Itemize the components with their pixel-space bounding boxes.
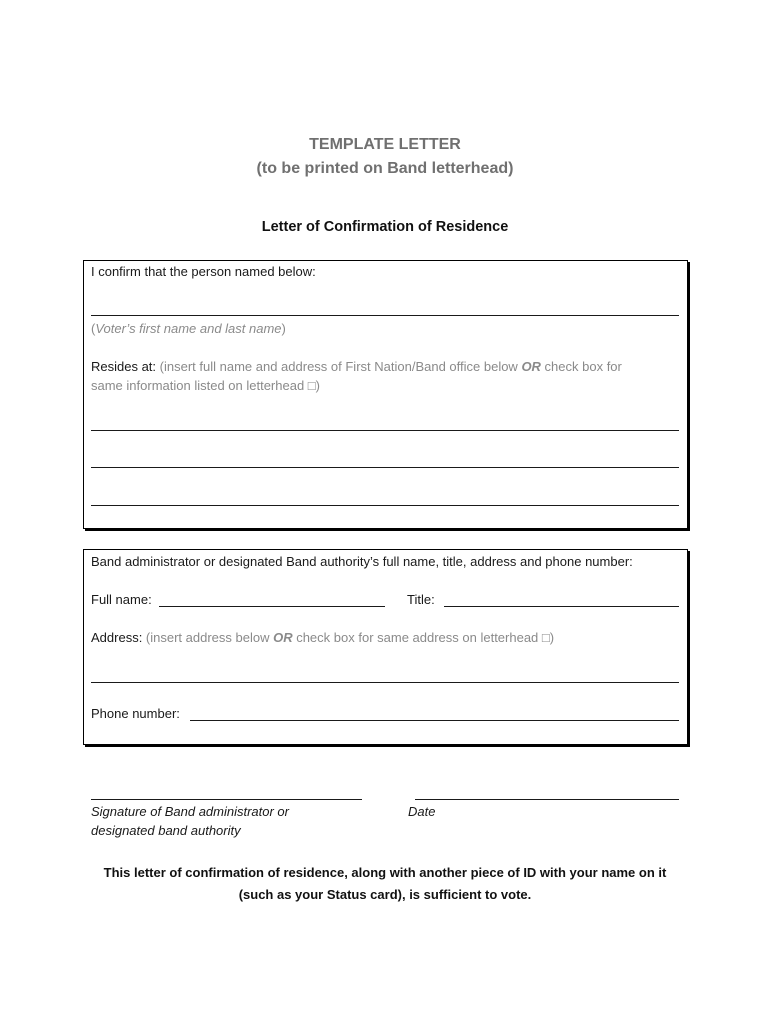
signature-line[interactable] xyxy=(91,799,362,800)
resides-at-row: Resides at: (insert full name and address of First Nation/Band office below OR check box for xyxy=(91,359,622,374)
address-label: Address: xyxy=(91,630,143,645)
document-title xyxy=(0,133,770,181)
address-row: Address: (insert address below OR check box for same address on letterhead □) xyxy=(91,630,555,645)
footer-line-1: This letter of confirmation of residence, along with another piece of ID with your name on it xyxy=(103,865,667,880)
full-name-line[interactable] xyxy=(159,606,385,607)
signature-caption-1: Signature of Band administrator or xyxy=(91,804,289,819)
phone-label: Phone number: xyxy=(91,706,180,721)
resides-instruction-line2: same information listed on letterhead □) xyxy=(91,378,320,393)
phone-line[interactable] xyxy=(190,720,679,721)
title-line-2: (to be printed on Band letterhead) xyxy=(256,160,514,177)
voter-name-caption: (Voter’s first name and last name) xyxy=(91,321,286,336)
full-name-label: Full name: xyxy=(91,592,152,607)
residence-confirmation-box xyxy=(83,260,688,529)
letter-heading: Letter of Confirmation of Residence xyxy=(261,219,509,235)
address-line-3[interactable] xyxy=(91,505,679,506)
signature-caption-2: designated band authority xyxy=(91,823,241,838)
confirm-text: I confirm that the person named below: xyxy=(91,264,316,279)
address-line-1[interactable] xyxy=(91,430,679,431)
admin-text: Band administrator or designated Band authority’s full name, title, address and phone number: xyxy=(91,554,633,569)
title-line[interactable] xyxy=(444,606,679,607)
admin-address-line[interactable] xyxy=(91,682,679,683)
footer-note xyxy=(0,862,770,906)
address-line-2[interactable] xyxy=(91,467,679,468)
title-label: Title: xyxy=(407,592,435,607)
resides-label: Resides at: xyxy=(91,359,157,374)
title-line-1: TEMPLATE LETTER xyxy=(309,136,461,153)
footer-line-2: (such as your Status card), is sufficient to vote. xyxy=(238,887,532,902)
voter-name-line[interactable] xyxy=(91,315,679,316)
date-line[interactable] xyxy=(415,799,679,800)
date-caption: Date xyxy=(408,804,436,819)
